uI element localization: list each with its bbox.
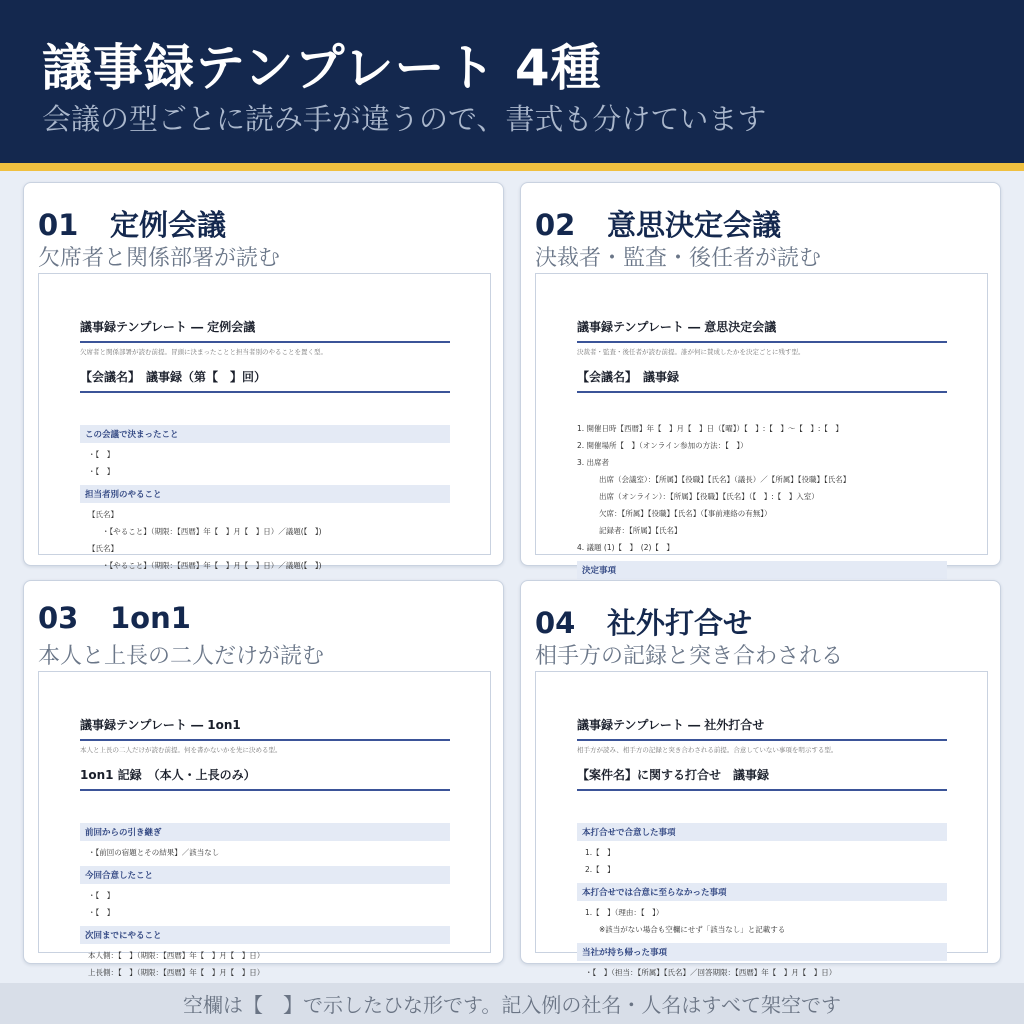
section-header: 当社が持ち帰った事項 [577,943,947,961]
card-title [38,601,191,635]
doc-line: 本人側：【 】（期限：【西暦】年【 】月【 】日） [88,951,265,960]
doc-line: ・【 】 [88,891,115,900]
card-title-text: 社外打合せ [607,606,753,640]
doc-line: ・【やること】（期限：【西暦】年【 】月【 】日）／議題(【 】) [102,561,322,570]
card-title [535,203,781,244]
doc-line: ※該当がない場合も空欄にせず「該当なし」と記載する [599,925,786,934]
section-header: 決定事項 [577,561,947,579]
section-header: 本打合せでは合意に至らなかった事項 [577,883,947,901]
doc-heading: 1on1 記録 （本人・上長のみ） [80,768,256,782]
doc-line: 【氏名】 [88,510,118,519]
document-preview[interactable] [38,273,491,570]
footer [0,983,1024,1024]
doc-line: 2. 開催場所【 】（オンライン参加の方法：【 】） [577,441,748,450]
doc-description: 決裁者・監査・後任者が読む前提。誰が何に賛成したかを決定ごとに残す型。 [577,348,805,356]
card-title-text: 定例会議 [110,208,227,242]
card-title [535,601,752,642]
doc-line: 3. 出席者 [577,458,610,467]
doc-line: 記録者：【所属】【氏名】 [599,526,682,535]
section-header: 本打合せで合意した事項 [577,823,947,841]
card-subtitle: 決裁者・監査・後任者が読む [535,246,822,271]
doc-heading: 【会議名】 議事録（第【 】回） [80,370,267,384]
card-title [38,203,226,244]
document-preview[interactable] [535,273,988,576]
document-preview[interactable] [535,671,988,977]
doc-title: 議事録テンプレート ― 定例会議 [80,320,256,334]
doc-description: 欠席者と関係部署が読む前提。冒頭に決まったことと担当者別のやることを置く型。 [80,348,327,356]
doc-line: 【氏名】 [88,544,118,553]
doc-line: ・【 】（担当：【所属】【氏名】／回答期限：【西暦】年【 】月【 】日） [585,968,837,977]
footer-note: 空欄は【 】で示したひな形です。記入例の社名・人名はすべて架空です [183,993,841,1017]
doc-line: ・【 】 [88,467,115,476]
template-card-1on1[interactable] [23,580,504,977]
card-subtitle: 欠席者と関係部署が読む [38,246,281,271]
doc-line: 1. 開催日時【西暦】年【 】月【 】日（【曜】）【 】:【 】〜【 】:【 】 [577,424,843,433]
document-preview[interactable] [38,671,491,977]
doc-heading: 【会議名】 議事録 [577,370,680,384]
accent-stripe [0,163,1024,171]
card-title-text: 意思決定会議 [607,208,782,242]
doc-title: 議事録テンプレート ― 1on1 [80,718,241,732]
doc-heading: 【案件名】に関する打合せ 議事録 [577,768,770,782]
doc-title: 議事録テンプレート ― 意思決定会議 [577,320,777,334]
page-title: 議事録テンプレート 4種 [42,39,602,97]
section-header: 前回からの引き継ぎ [80,823,450,841]
doc-line: ・【やること】（期限：【西暦】年【 】月【 】日）／議題(【 】) [102,527,322,536]
section-header: 今回合意したこと [80,866,450,884]
card-number: 02 [535,208,576,242]
card-number: 03 [38,601,79,635]
template-card-regular-meeting[interactable] [23,182,504,570]
divider [80,341,450,343]
section-header: 担当者別のやること [80,485,450,503]
doc-title: 議事録テンプレート ― 社外打合せ [577,718,765,732]
card-number: 01 [38,208,79,242]
doc-description: 本人と上長の二人だけが読む前提。何を書かないかを先に決める型。 [80,746,282,754]
section-header: 次回までにやること [80,926,450,944]
template-card-external-meeting[interactable] [520,580,1001,977]
doc-line: 1.【 】 [585,848,615,857]
divider [577,739,947,741]
card-subtitle: 本人と上長の二人だけが読む [38,644,325,669]
doc-line: 上長側：【 】（期限：【西暦】年【 】月【 】日） [88,968,265,977]
page-subtitle: 会議の型ごとに読み手が違うので、書式も分けています [42,102,767,136]
header-banner [0,0,1024,163]
doc-line: ・【 】 [88,450,115,459]
doc-description: 相手方が読み、相手方の記録と突き合わされる前提。合意していない事項を明示する型。 [577,746,838,754]
section-header: この会議で決まったこと [80,425,450,443]
divider [80,739,450,741]
doc-line: 出席（会議室）：【所属】【役職】【氏名】（議長）／【所属】【役職】【氏名】 [599,475,851,484]
card-subtitle: 相手方の記録と突き合わされる [535,644,844,669]
doc-line: 1.【 】（理由：【 】） [585,908,664,917]
doc-line: ・【 】 [88,908,115,917]
divider [577,341,947,343]
card-number: 04 [535,606,576,640]
template-card-decision-meeting[interactable] [520,182,1001,576]
doc-line: 出席（オンライン）：【所属】【役職】【氏名】（【 】:【 】入室） [599,492,819,501]
doc-line: 4. 議題 (1)【 】 (2)【 】 [577,543,674,552]
doc-line: 欠席：【所属】【役職】【氏名】（【事前連絡の有無】） [599,509,772,518]
doc-line: ・【前回の宿題とその結果】／該当なし [88,848,220,857]
doc-line: 2.【 】 [585,865,615,874]
card-title-text: 1on1 [110,601,191,635]
